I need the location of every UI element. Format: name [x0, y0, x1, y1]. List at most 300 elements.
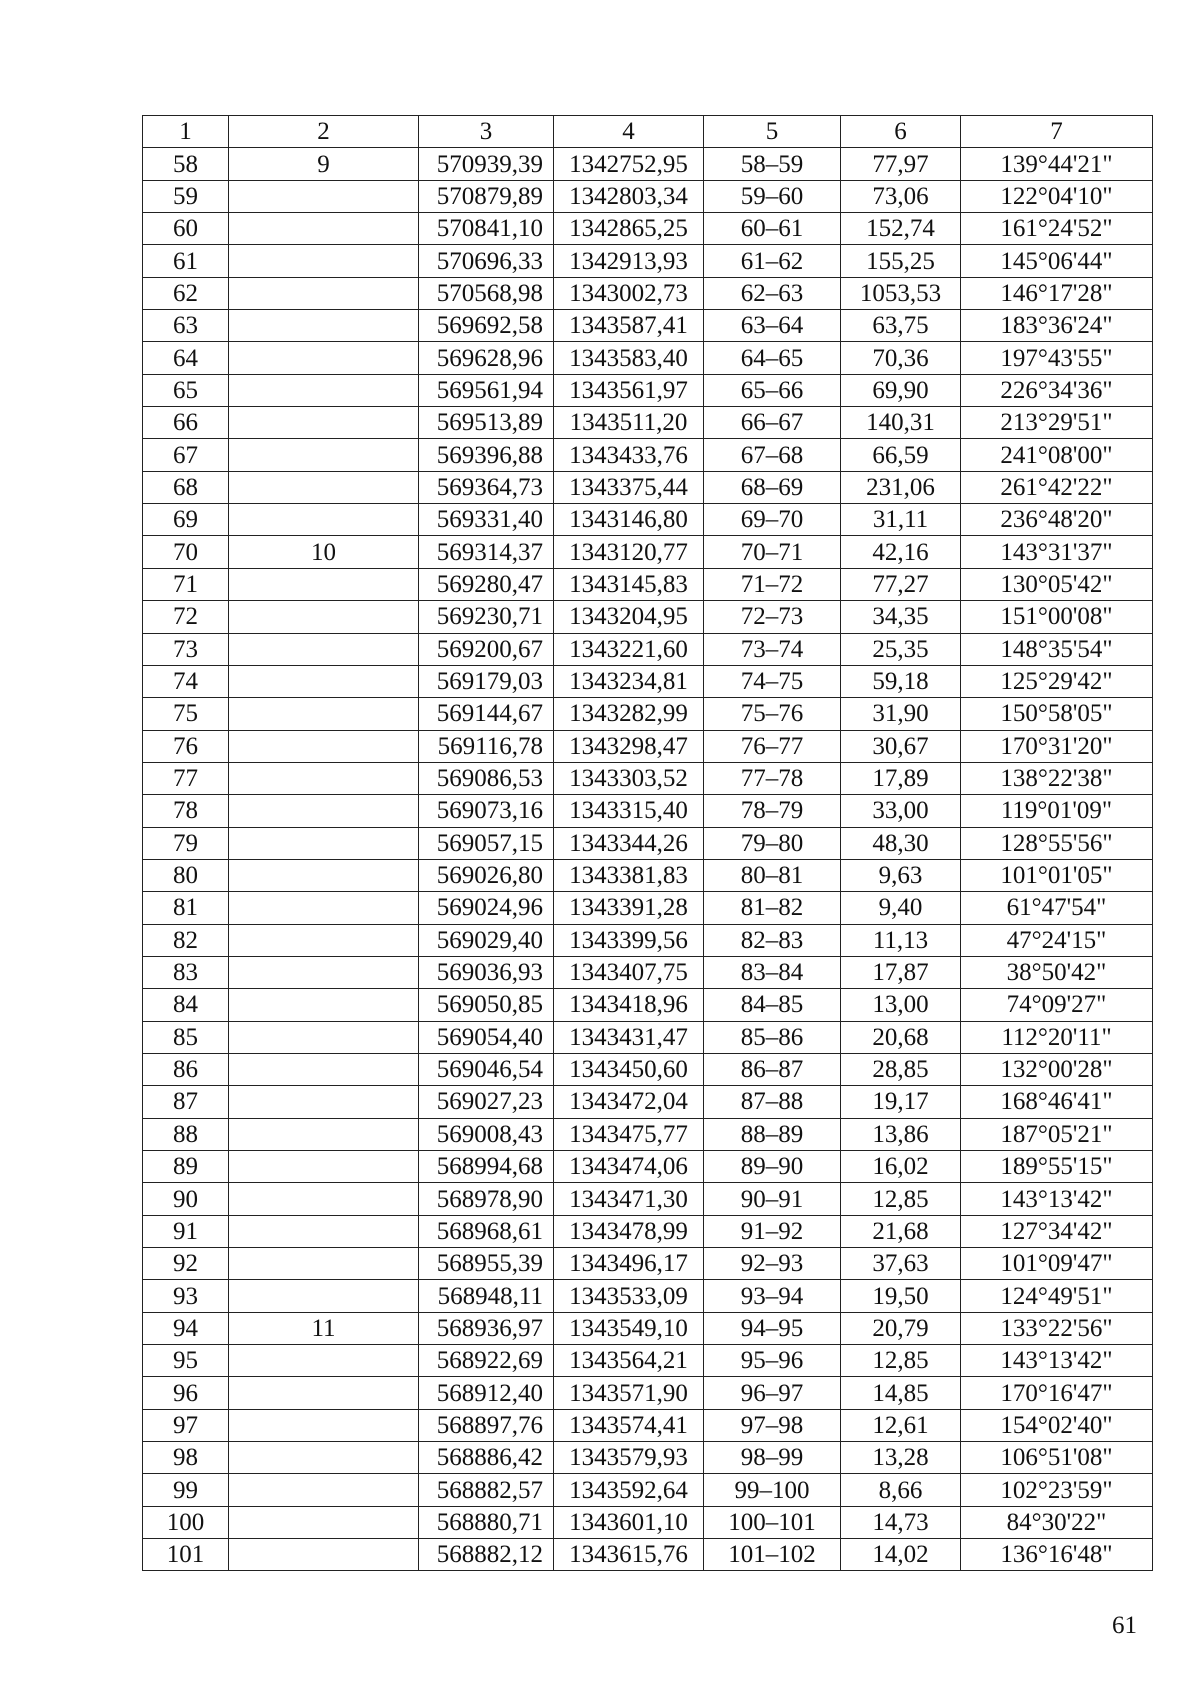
section-cell	[229, 1183, 419, 1215]
distance-cell: 13,28	[841, 1442, 961, 1474]
y-coordinate-cell: 1343601,10	[554, 1506, 704, 1538]
x-coordinate-cell: 569046,54	[419, 1053, 554, 1085]
bearing-cell: 74°09'27"	[961, 989, 1153, 1021]
distance-cell: 21,68	[841, 1215, 961, 1247]
point-number-cell: 63	[143, 310, 229, 342]
column-header: 7	[961, 116, 1153, 148]
y-coordinate-cell: 1343234,81	[554, 665, 704, 697]
segment-cell: 89–90	[704, 1151, 841, 1183]
point-number-cell: 82	[143, 924, 229, 956]
segment-cell: 67–68	[704, 439, 841, 471]
segment-cell: 75–76	[704, 698, 841, 730]
segment-cell: 66–67	[704, 407, 841, 439]
section-cell	[229, 795, 419, 827]
distance-cell: 30,67	[841, 730, 961, 762]
distance-cell: 28,85	[841, 1053, 961, 1085]
section-cell	[229, 407, 419, 439]
table-row	[143, 1021, 1153, 1053]
bearing-cell: 101°01'05"	[961, 859, 1153, 891]
table-row	[143, 989, 1153, 1021]
distance-cell: 31,11	[841, 504, 961, 536]
bearing-cell: 187°05'21"	[961, 1118, 1153, 1150]
table-row	[143, 859, 1153, 891]
x-coordinate-cell: 570696,33	[419, 245, 554, 277]
x-coordinate-cell: 568968,61	[419, 1215, 554, 1247]
bearing-cell: 261°42'22"	[961, 471, 1153, 503]
bearing-cell: 170°31'20"	[961, 730, 1153, 762]
column-header: 5	[704, 116, 841, 148]
y-coordinate-cell: 1343574,41	[554, 1409, 704, 1441]
table-row	[143, 1312, 1153, 1344]
y-coordinate-cell: 1343120,77	[554, 536, 704, 568]
segment-cell: 77–78	[704, 762, 841, 794]
table-row	[143, 924, 1153, 956]
x-coordinate-cell: 568882,57	[419, 1474, 554, 1506]
point-number-cell: 83	[143, 956, 229, 988]
segment-cell: 82–83	[704, 924, 841, 956]
segment-cell: 72–73	[704, 601, 841, 633]
x-coordinate-cell: 568936,97	[419, 1312, 554, 1344]
y-coordinate-cell: 1343511,20	[554, 407, 704, 439]
segment-cell: 69–70	[704, 504, 841, 536]
table-row	[143, 504, 1153, 536]
table-row	[143, 1442, 1153, 1474]
x-coordinate-cell: 569027,23	[419, 1086, 554, 1118]
distance-cell: 59,18	[841, 665, 961, 697]
y-coordinate-cell: 1343549,10	[554, 1312, 704, 1344]
section-cell	[229, 1377, 419, 1409]
y-coordinate-cell: 1342752,95	[554, 148, 704, 180]
x-coordinate-cell: 569396,88	[419, 439, 554, 471]
point-number-cell: 70	[143, 536, 229, 568]
coordinates-table-container	[142, 115, 1152, 1571]
segment-cell: 85–86	[704, 1021, 841, 1053]
segment-cell: 71–72	[704, 568, 841, 600]
segment-cell: 92–93	[704, 1248, 841, 1280]
x-coordinate-cell: 569008,43	[419, 1118, 554, 1150]
bearing-cell: 170°16'47"	[961, 1377, 1153, 1409]
bearing-cell: 161°24'52"	[961, 213, 1153, 245]
segment-cell: 94–95	[704, 1312, 841, 1344]
section-cell	[229, 310, 419, 342]
distance-cell: 77,27	[841, 568, 961, 600]
section-cell	[229, 892, 419, 924]
section-cell	[229, 245, 419, 277]
distance-cell: 155,25	[841, 245, 961, 277]
bearing-cell: 148°35'54"	[961, 633, 1153, 665]
y-coordinate-cell: 1343303,52	[554, 762, 704, 794]
segment-cell: 78–79	[704, 795, 841, 827]
table-row	[143, 601, 1153, 633]
table-row	[143, 762, 1153, 794]
section-cell	[229, 1021, 419, 1053]
x-coordinate-cell: 568897,76	[419, 1409, 554, 1441]
point-number-cell: 99	[143, 1474, 229, 1506]
bearing-cell: 143°31'37"	[961, 536, 1153, 568]
section-cell	[229, 989, 419, 1021]
y-coordinate-cell: 1343592,64	[554, 1474, 704, 1506]
segment-cell: 86–87	[704, 1053, 841, 1085]
column-header: 3	[419, 116, 554, 148]
distance-cell: 12,85	[841, 1183, 961, 1215]
column-header: 6	[841, 116, 961, 148]
bearing-cell: 61°47'54"	[961, 892, 1153, 924]
section-cell	[229, 471, 419, 503]
distance-cell: 48,30	[841, 827, 961, 859]
y-coordinate-cell: 1343471,30	[554, 1183, 704, 1215]
segment-cell: 93–94	[704, 1280, 841, 1312]
distance-cell: 69,90	[841, 374, 961, 406]
section-cell	[229, 439, 419, 471]
segment-cell: 100–101	[704, 1506, 841, 1538]
section-cell	[229, 213, 419, 245]
segment-cell: 65–66	[704, 374, 841, 406]
column-header: 2	[229, 116, 419, 148]
y-coordinate-cell: 1343583,40	[554, 342, 704, 374]
x-coordinate-cell: 569314,37	[419, 536, 554, 568]
section-cell	[229, 504, 419, 536]
table-row	[143, 1183, 1153, 1215]
point-number-cell: 92	[143, 1248, 229, 1280]
point-number-cell: 101	[143, 1539, 229, 1571]
x-coordinate-cell: 569179,03	[419, 665, 554, 697]
point-number-cell: 75	[143, 698, 229, 730]
segment-cell: 96–97	[704, 1377, 841, 1409]
distance-cell: 37,63	[841, 1248, 961, 1280]
y-coordinate-cell: 1342865,25	[554, 213, 704, 245]
y-coordinate-cell: 1343298,47	[554, 730, 704, 762]
distance-cell: 77,97	[841, 148, 961, 180]
point-number-cell: 89	[143, 1151, 229, 1183]
point-number-cell: 59	[143, 180, 229, 212]
x-coordinate-cell: 568882,12	[419, 1539, 554, 1571]
table-row	[143, 1215, 1153, 1247]
segment-cell: 95–96	[704, 1345, 841, 1377]
point-number-cell: 95	[143, 1345, 229, 1377]
bearing-cell: 127°34'42"	[961, 1215, 1153, 1247]
section-cell	[229, 730, 419, 762]
x-coordinate-cell: 568880,71	[419, 1506, 554, 1538]
table-row	[143, 568, 1153, 600]
section-cell	[229, 698, 419, 730]
x-coordinate-cell: 569057,15	[419, 827, 554, 859]
section-cell	[229, 342, 419, 374]
point-number-cell: 69	[143, 504, 229, 536]
bearing-cell: 122°04'10"	[961, 180, 1153, 212]
distance-cell: 66,59	[841, 439, 961, 471]
y-coordinate-cell: 1343221,60	[554, 633, 704, 665]
table-row	[143, 956, 1153, 988]
x-coordinate-cell: 569230,71	[419, 601, 554, 633]
distance-cell: 152,74	[841, 213, 961, 245]
bearing-cell: 143°13'42"	[961, 1345, 1153, 1377]
section-cell	[229, 1053, 419, 1085]
bearing-cell: 168°46'41"	[961, 1086, 1153, 1118]
point-number-cell: 81	[143, 892, 229, 924]
distance-cell: 17,89	[841, 762, 961, 794]
section-cell	[229, 1474, 419, 1506]
y-coordinate-cell: 1343475,77	[554, 1118, 704, 1150]
segment-cell: 59–60	[704, 180, 841, 212]
point-number-cell: 73	[143, 633, 229, 665]
bearing-cell: 145°06'44"	[961, 245, 1153, 277]
distance-cell: 19,17	[841, 1086, 961, 1118]
y-coordinate-cell: 1343587,41	[554, 310, 704, 342]
y-coordinate-cell: 1343145,83	[554, 568, 704, 600]
point-number-cell: 98	[143, 1442, 229, 1474]
section-cell	[229, 568, 419, 600]
y-coordinate-cell: 1343474,06	[554, 1151, 704, 1183]
point-number-cell: 61	[143, 245, 229, 277]
section-cell	[229, 1506, 419, 1538]
point-number-cell: 72	[143, 601, 229, 633]
segment-cell: 76–77	[704, 730, 841, 762]
table-row	[143, 1474, 1153, 1506]
bearing-cell: 102°23'59"	[961, 1474, 1153, 1506]
y-coordinate-cell: 1343533,09	[554, 1280, 704, 1312]
y-coordinate-cell: 1343571,90	[554, 1377, 704, 1409]
segment-cell: 99–100	[704, 1474, 841, 1506]
table-row	[143, 1086, 1153, 1118]
x-coordinate-cell: 568886,42	[419, 1442, 554, 1474]
bearing-cell: 236°48'20"	[961, 504, 1153, 536]
x-coordinate-cell: 568978,90	[419, 1183, 554, 1215]
bearing-cell: 84°30'22"	[961, 1506, 1153, 1538]
section-cell	[229, 277, 419, 309]
x-coordinate-cell: 568912,40	[419, 1377, 554, 1409]
x-coordinate-cell: 569026,80	[419, 859, 554, 891]
point-number-cell: 88	[143, 1118, 229, 1150]
y-coordinate-cell: 1343564,21	[554, 1345, 704, 1377]
point-number-cell: 62	[143, 277, 229, 309]
bearing-cell: 183°36'24"	[961, 310, 1153, 342]
table-row	[143, 342, 1153, 374]
section-cell	[229, 924, 419, 956]
segment-cell: 74–75	[704, 665, 841, 697]
x-coordinate-cell: 570568,98	[419, 277, 554, 309]
distance-cell: 13,86	[841, 1118, 961, 1150]
y-coordinate-cell: 1342803,34	[554, 180, 704, 212]
section-cell	[229, 633, 419, 665]
bearing-cell: 139°44'21"	[961, 148, 1153, 180]
table-row	[143, 892, 1153, 924]
section-cell	[229, 1151, 419, 1183]
table-header-row	[143, 116, 1153, 148]
segment-cell: 70–71	[704, 536, 841, 568]
x-coordinate-cell: 569024,96	[419, 892, 554, 924]
column-header: 4	[554, 116, 704, 148]
distance-cell: 34,35	[841, 601, 961, 633]
table-row	[143, 1409, 1153, 1441]
section-cell: 11	[229, 1312, 419, 1344]
distance-cell: 231,06	[841, 471, 961, 503]
distance-cell: 11,13	[841, 924, 961, 956]
point-number-cell: 84	[143, 989, 229, 1021]
segment-cell: 98–99	[704, 1442, 841, 1474]
point-number-cell: 97	[143, 1409, 229, 1441]
bearing-cell: 151°00'08"	[961, 601, 1153, 633]
distance-cell: 14,02	[841, 1539, 961, 1571]
distance-cell: 70,36	[841, 342, 961, 374]
y-coordinate-cell: 1343407,75	[554, 956, 704, 988]
x-coordinate-cell: 568948,11	[419, 1280, 554, 1312]
bearing-cell: 154°02'40"	[961, 1409, 1153, 1441]
bearing-cell: 197°43'55"	[961, 342, 1153, 374]
y-coordinate-cell: 1343391,28	[554, 892, 704, 924]
point-number-cell: 91	[143, 1215, 229, 1247]
segment-cell: 97–98	[704, 1409, 841, 1441]
segment-cell: 80–81	[704, 859, 841, 891]
table-row	[143, 277, 1153, 309]
table-row	[143, 1377, 1153, 1409]
point-number-cell: 77	[143, 762, 229, 794]
y-coordinate-cell: 1343381,83	[554, 859, 704, 891]
x-coordinate-cell: 569364,73	[419, 471, 554, 503]
segment-cell: 83–84	[704, 956, 841, 988]
table-row	[143, 180, 1153, 212]
segment-cell: 101–102	[704, 1539, 841, 1571]
section-cell	[229, 665, 419, 697]
table-row	[143, 536, 1153, 568]
y-coordinate-cell: 1343579,93	[554, 1442, 704, 1474]
distance-cell: 20,68	[841, 1021, 961, 1053]
table-row	[143, 1248, 1153, 1280]
table-row	[143, 213, 1153, 245]
table-row	[143, 698, 1153, 730]
bearing-cell: 150°58'05"	[961, 698, 1153, 730]
table-row	[143, 730, 1153, 762]
segment-cell: 60–61	[704, 213, 841, 245]
distance-cell: 73,06	[841, 180, 961, 212]
segment-cell: 73–74	[704, 633, 841, 665]
table-row	[143, 439, 1153, 471]
y-coordinate-cell: 1343204,95	[554, 601, 704, 633]
bearing-cell: 106°51'08"	[961, 1442, 1153, 1474]
bearing-cell: 136°16'48"	[961, 1539, 1153, 1571]
bearing-cell: 125°29'42"	[961, 665, 1153, 697]
x-coordinate-cell: 568994,68	[419, 1151, 554, 1183]
segment-cell: 81–82	[704, 892, 841, 924]
bearing-cell: 138°22'38"	[961, 762, 1153, 794]
x-coordinate-cell: 569144,67	[419, 698, 554, 730]
y-coordinate-cell: 1343450,60	[554, 1053, 704, 1085]
x-coordinate-cell: 568922,69	[419, 1345, 554, 1377]
section-cell	[229, 1539, 419, 1571]
x-coordinate-cell: 569116,78	[419, 730, 554, 762]
point-number-cell: 96	[143, 1377, 229, 1409]
bearing-cell: 130°05'42"	[961, 568, 1153, 600]
section-cell	[229, 374, 419, 406]
table-row	[143, 827, 1153, 859]
y-coordinate-cell: 1343399,56	[554, 924, 704, 956]
table-row	[143, 407, 1153, 439]
y-coordinate-cell: 1343472,04	[554, 1086, 704, 1118]
column-header: 1	[143, 116, 229, 148]
bearing-cell: 47°24'15"	[961, 924, 1153, 956]
segment-cell: 91–92	[704, 1215, 841, 1247]
distance-cell: 25,35	[841, 633, 961, 665]
bearing-cell: 112°20'11"	[961, 1021, 1153, 1053]
x-coordinate-cell: 570841,10	[419, 213, 554, 245]
distance-cell: 19,50	[841, 1280, 961, 1312]
table-row	[143, 1118, 1153, 1150]
distance-cell: 16,02	[841, 1151, 961, 1183]
segment-cell: 90–91	[704, 1183, 841, 1215]
distance-cell: 20,79	[841, 1312, 961, 1344]
table-row	[143, 1151, 1153, 1183]
x-coordinate-cell: 569050,85	[419, 989, 554, 1021]
section-cell	[229, 1345, 419, 1377]
section-cell	[229, 1118, 419, 1150]
section-cell	[229, 1248, 419, 1280]
bearing-cell: 128°55'56"	[961, 827, 1153, 859]
segment-cell: 61–62	[704, 245, 841, 277]
x-coordinate-cell: 569628,96	[419, 342, 554, 374]
segment-cell: 79–80	[704, 827, 841, 859]
distance-cell: 17,87	[841, 956, 961, 988]
section-cell	[229, 1086, 419, 1118]
table-row	[143, 1053, 1153, 1085]
section-cell	[229, 1409, 419, 1441]
y-coordinate-cell: 1343478,99	[554, 1215, 704, 1247]
point-number-cell: 78	[143, 795, 229, 827]
distance-cell: 140,31	[841, 407, 961, 439]
distance-cell: 1053,53	[841, 277, 961, 309]
segment-cell: 64–65	[704, 342, 841, 374]
bearing-cell: 132°00'28"	[961, 1053, 1153, 1085]
y-coordinate-cell: 1343146,80	[554, 504, 704, 536]
point-number-cell: 93	[143, 1280, 229, 1312]
table-row	[143, 374, 1153, 406]
page-number: 61	[1112, 1612, 1137, 1639]
distance-cell: 8,66	[841, 1474, 961, 1506]
segment-cell: 63–64	[704, 310, 841, 342]
section-cell	[229, 1442, 419, 1474]
y-coordinate-cell: 1343344,26	[554, 827, 704, 859]
y-coordinate-cell: 1343002,73	[554, 277, 704, 309]
y-coordinate-cell: 1343282,99	[554, 698, 704, 730]
x-coordinate-cell: 569073,16	[419, 795, 554, 827]
bearing-cell: 38°50'42"	[961, 956, 1153, 988]
bearing-cell: 241°08'00"	[961, 439, 1153, 471]
point-number-cell: 68	[143, 471, 229, 503]
x-coordinate-cell: 569086,53	[419, 762, 554, 794]
section-cell: 10	[229, 536, 419, 568]
x-coordinate-cell: 569280,47	[419, 568, 554, 600]
point-number-cell: 58	[143, 148, 229, 180]
y-coordinate-cell: 1343433,76	[554, 439, 704, 471]
x-coordinate-cell: 569029,40	[419, 924, 554, 956]
point-number-cell: 90	[143, 1183, 229, 1215]
x-coordinate-cell: 569692,58	[419, 310, 554, 342]
x-coordinate-cell: 569200,67	[419, 633, 554, 665]
segment-cell: 84–85	[704, 989, 841, 1021]
table-row	[143, 1539, 1153, 1571]
distance-cell: 14,73	[841, 1506, 961, 1538]
point-number-cell: 76	[143, 730, 229, 762]
point-number-cell: 85	[143, 1021, 229, 1053]
segment-cell: 87–88	[704, 1086, 841, 1118]
table-row	[143, 795, 1153, 827]
x-coordinate-cell: 568955,39	[419, 1248, 554, 1280]
y-coordinate-cell: 1343615,76	[554, 1539, 704, 1571]
y-coordinate-cell: 1343418,96	[554, 989, 704, 1021]
y-coordinate-cell: 1343561,97	[554, 374, 704, 406]
point-number-cell: 94	[143, 1312, 229, 1344]
section-cell	[229, 762, 419, 794]
distance-cell: 13,00	[841, 989, 961, 1021]
table-row	[143, 665, 1153, 697]
